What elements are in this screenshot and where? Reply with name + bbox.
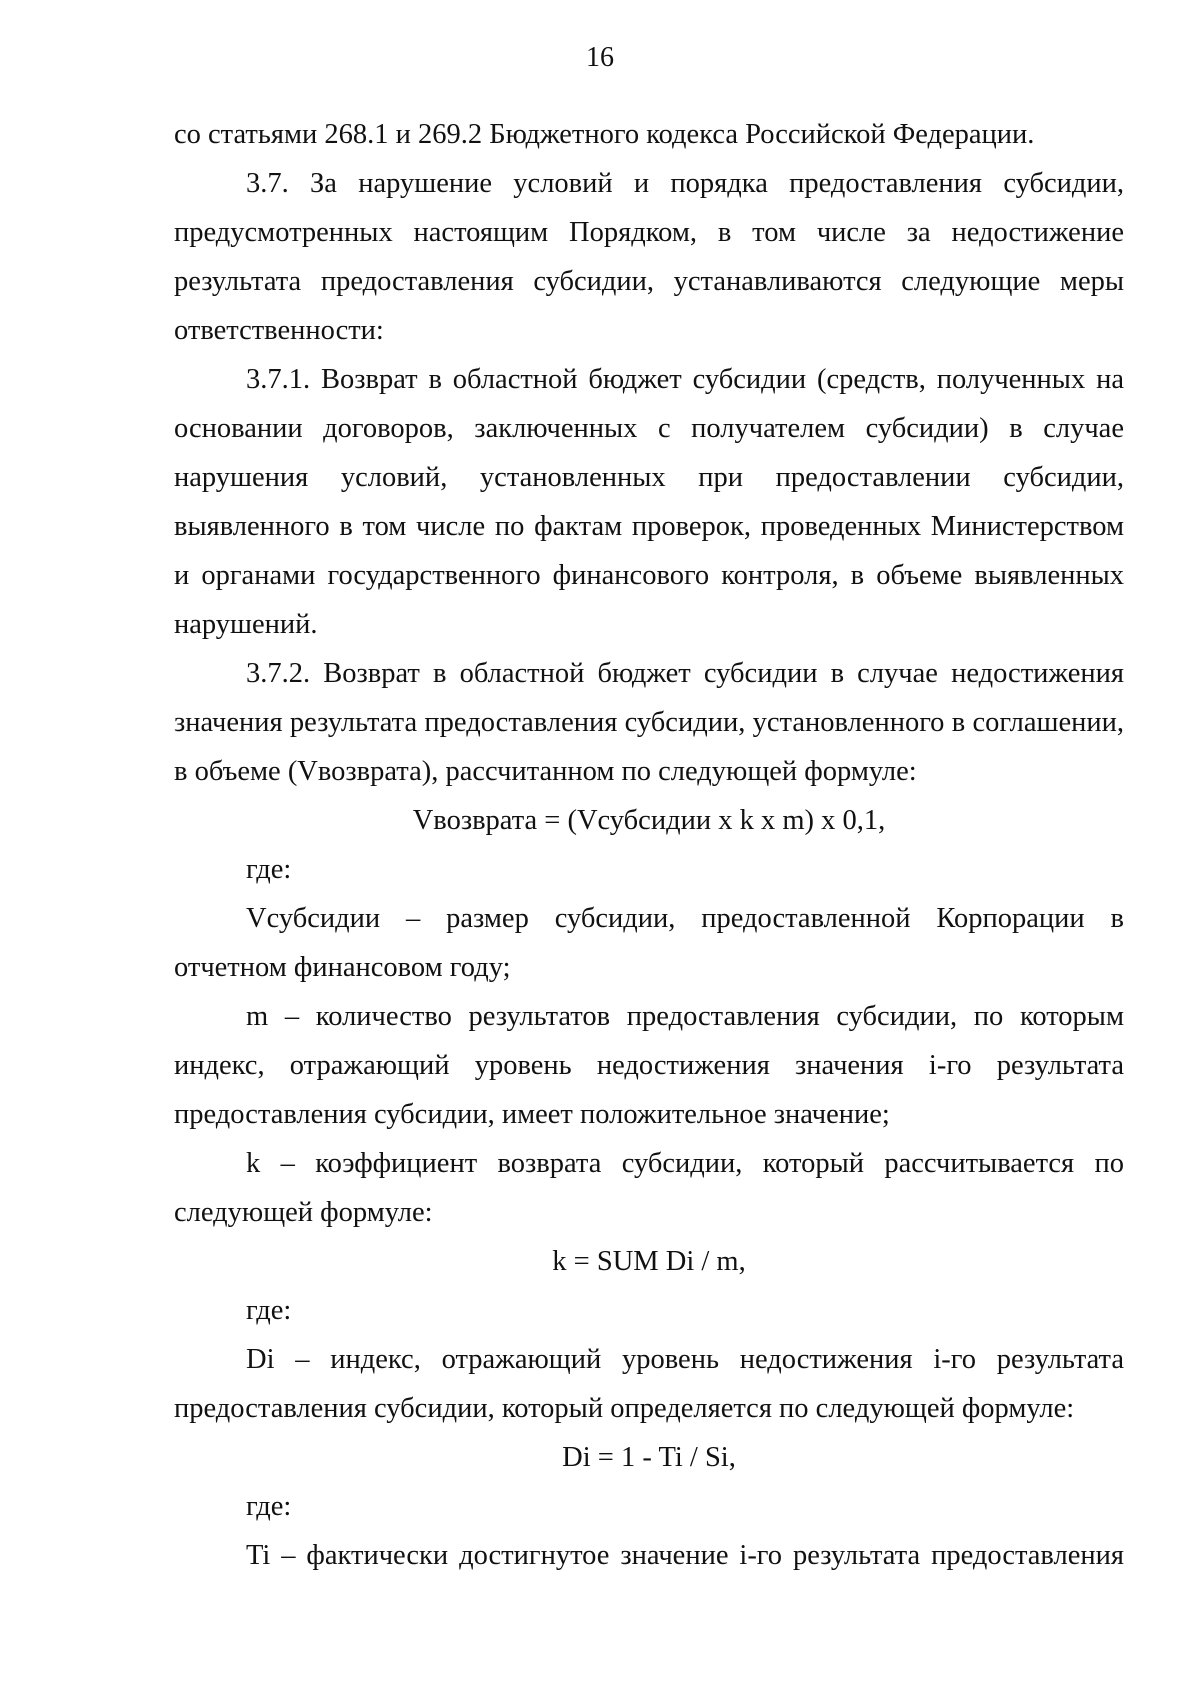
definition-di: Di – индекс, отражающий уровень недостижения i-го результата предоставления субсидии, который определяется по следующей формуле: [174,1344,1124,1424]
formula-v-return: Vвозврата = (Vсубсидии x k x m) x 0,1, [412,805,886,836]
definition-m: m – количество результатов предоставления субсидии, по которым индекс, отражающий уровень недостижения значения i-го результата предоставления субсидии, имеет положительное значение; [174,1001,1124,1130]
where-label: где: [246,1491,292,1522]
where-label: где: [246,854,292,885]
where-label: где: [246,1295,292,1326]
definition-v-subsidy: Vсубсидии – размер субсидии, предоставленной Корпорации в отчетном финансовом году; [174,903,1124,983]
definition-ti: Ti – фактически достигнутое значение i-го результата предоставления [246,1540,1124,1571]
document-body [174,110,1124,1580]
paragraph-continuation: со статьями 268.1 и 269.2 Бюджетного кодекса Российской Федерации. [174,119,1035,150]
definition-k: k – коэффициент возврата субсидии, который рассчитывается по следующей формуле: [174,1148,1124,1228]
page-number: 16 [586,42,614,73]
paragraph-3-7: 3.7. За нарушение условий и порядка предоставления субсидии, предусмотренных настоящим Порядком, в том числе за недостижение результата предоставления субсидии, устанавливаются следующие меры ответственности: [174,168,1124,346]
formula-di: Di = 1 - Ti / Si, [562,1442,736,1473]
paragraph-3-7-2: 3.7.2. Возврат в областной бюджет субсидии в случае недостижения значения результата предоставления субсидии, установленного в соглашении, в объеме (Vвозврата), рассчитанном по следующей формуле: [174,658,1124,787]
formula-k: k = SUM Di / m, [552,1246,746,1277]
paragraph-3-7-1: 3.7.1. Возврат в областной бюджет субсидии (средств, полученных на основании договоров, заключенных с получателем субсидии) в случае нарушения условий, установленных при предоставлении субсидии, выявленного в том числе по фактам проверок, проведенных Министерством и органами государственного финансового контроля, в объеме выявленных нарушений. [174,364,1124,640]
